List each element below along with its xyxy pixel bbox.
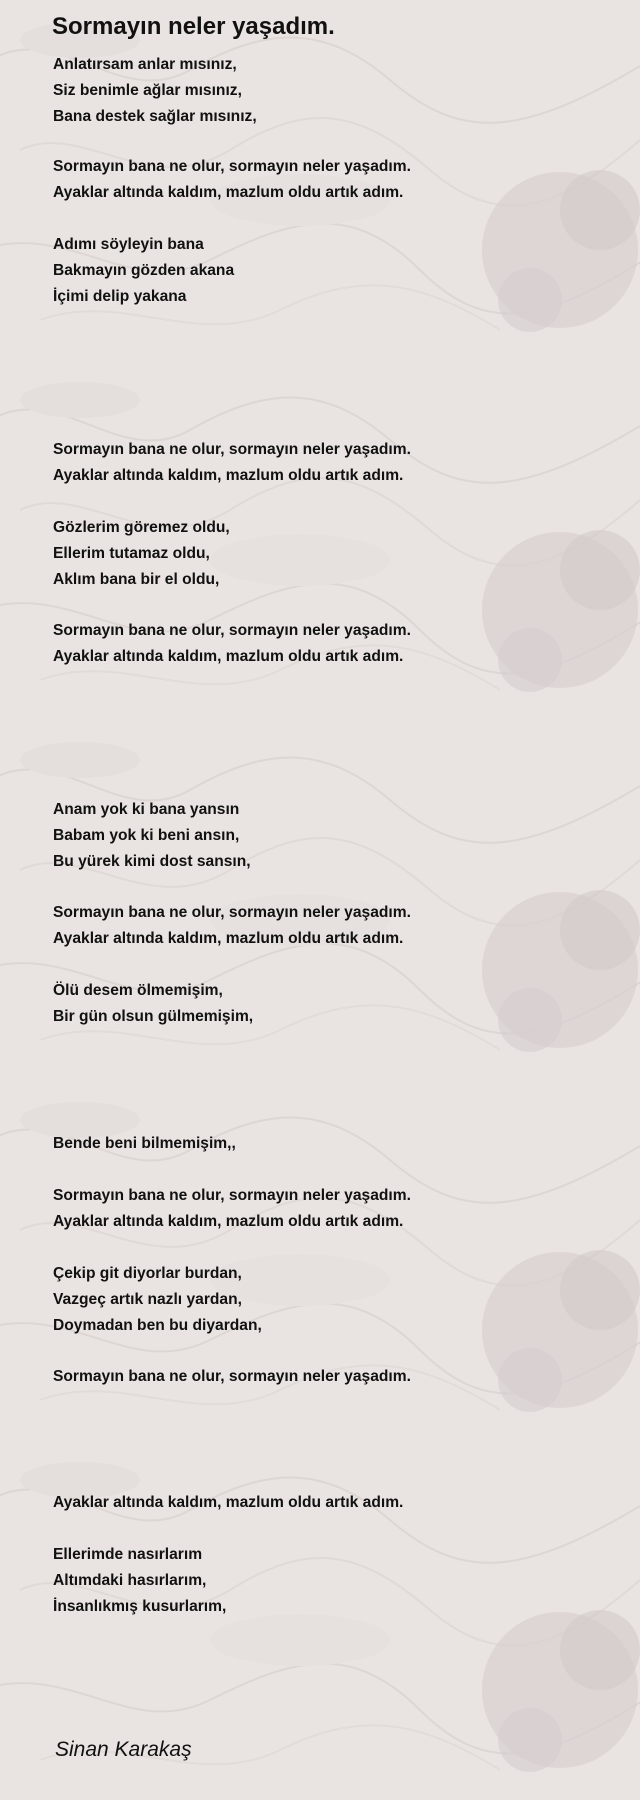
poem-line: Ayaklar altında kaldım, mazlum oldu artık adım. (53, 467, 404, 484)
stanza-4 (53, 437, 411, 489)
poem-line: Ayaklar altında kaldım, mazlum oldu artık adım. (53, 1494, 404, 1511)
poem-line: Ellerim tutamaz oldu, (53, 545, 210, 562)
poem-line: Sormayın bana ne olur, sormayın neler yaşadım. (53, 158, 411, 175)
poem-line: Doymadan ben bu diyardan, (53, 1317, 262, 1334)
poem-line: Sormayın bana ne olur, sormayın neler yaşadım. (53, 1368, 411, 1385)
poem-line: Sormayın bana ne olur, sormayın neler yaşadım. (53, 1187, 411, 1204)
stanza-6 (53, 618, 411, 670)
poem-line: Sormayın bana ne olur, sormayın neler yaşadım. (53, 441, 411, 458)
stanza-13 (53, 1364, 411, 1390)
poem-line: Babam yok ki beni ansın, (53, 827, 240, 844)
poem-line: Ayaklar altında kaldım, mazlum oldu artık adım. (53, 1213, 404, 1230)
poem-line: Bu yürek kimi dost sansın, (53, 853, 251, 870)
poem-line: Siz benimle ağlar mısınız, (53, 82, 242, 99)
stanza-8 (53, 900, 411, 952)
poem-line: Bakmayın gözden akana (53, 262, 235, 279)
poem-line: Ayaklar altında kaldım, mazlum oldu artık adım. (53, 184, 404, 201)
poem-title: Sormayın neler yaşadım. (52, 13, 335, 40)
poem-line: Ölü desem ölmemişim, (53, 982, 223, 999)
poem-line: Bir gün olsun gülmemişim, (53, 1008, 254, 1025)
poem-line: Gözlerim göremez oldu, (53, 519, 230, 536)
poem-line: Ellerimde nasırlarım (53, 1546, 203, 1563)
stanza-3 (53, 232, 234, 310)
stanza-2 (53, 154, 411, 206)
stanza-1 (53, 52, 257, 130)
poem-line: Adımı söyleyin bana (53, 236, 204, 253)
stanza-5 (53, 515, 230, 593)
poem-line: Çekip git diyorlar burdan, (53, 1265, 242, 1282)
poem-line: İnsanlıkmış kusurlarım, (53, 1598, 227, 1615)
stanza-12 (53, 1261, 262, 1339)
poem-line: Sormayın bana ne olur, sormayın neler yaşadım. (53, 904, 411, 921)
poem-line: Anam yok ki bana yansın (53, 801, 240, 818)
stanza-14 (53, 1490, 403, 1516)
poem-line: Ayaklar altında kaldım, mazlum oldu artık adım. (53, 930, 404, 947)
stanza-7 (53, 797, 251, 875)
poem-line: Aklım bana bir el oldu, (53, 571, 220, 588)
stanza-10 (53, 1131, 236, 1157)
poem-line: Vazgeç artık nazlı yardan, (53, 1291, 242, 1308)
stanza-11 (53, 1183, 411, 1235)
poem-line: Bana destek sağlar mısınız, (53, 108, 257, 125)
poem-line: Anlatırsam anlar mısınız, (53, 56, 237, 73)
stanza-9 (53, 978, 253, 1030)
poem-line: İçimi delip yakana (53, 288, 187, 305)
poem-line: Altımdaki hasırlarım, (53, 1572, 207, 1589)
stanza-15 (53, 1542, 226, 1620)
poem-line: Bende beni bilmemişim,, (53, 1135, 236, 1152)
poem-author: Sinan Karakaş (55, 1738, 192, 1761)
poem-line: Sormayın bana ne olur, sormayın neler yaşadım. (53, 622, 411, 639)
poem-line: Ayaklar altında kaldım, mazlum oldu artık adım. (53, 648, 404, 665)
